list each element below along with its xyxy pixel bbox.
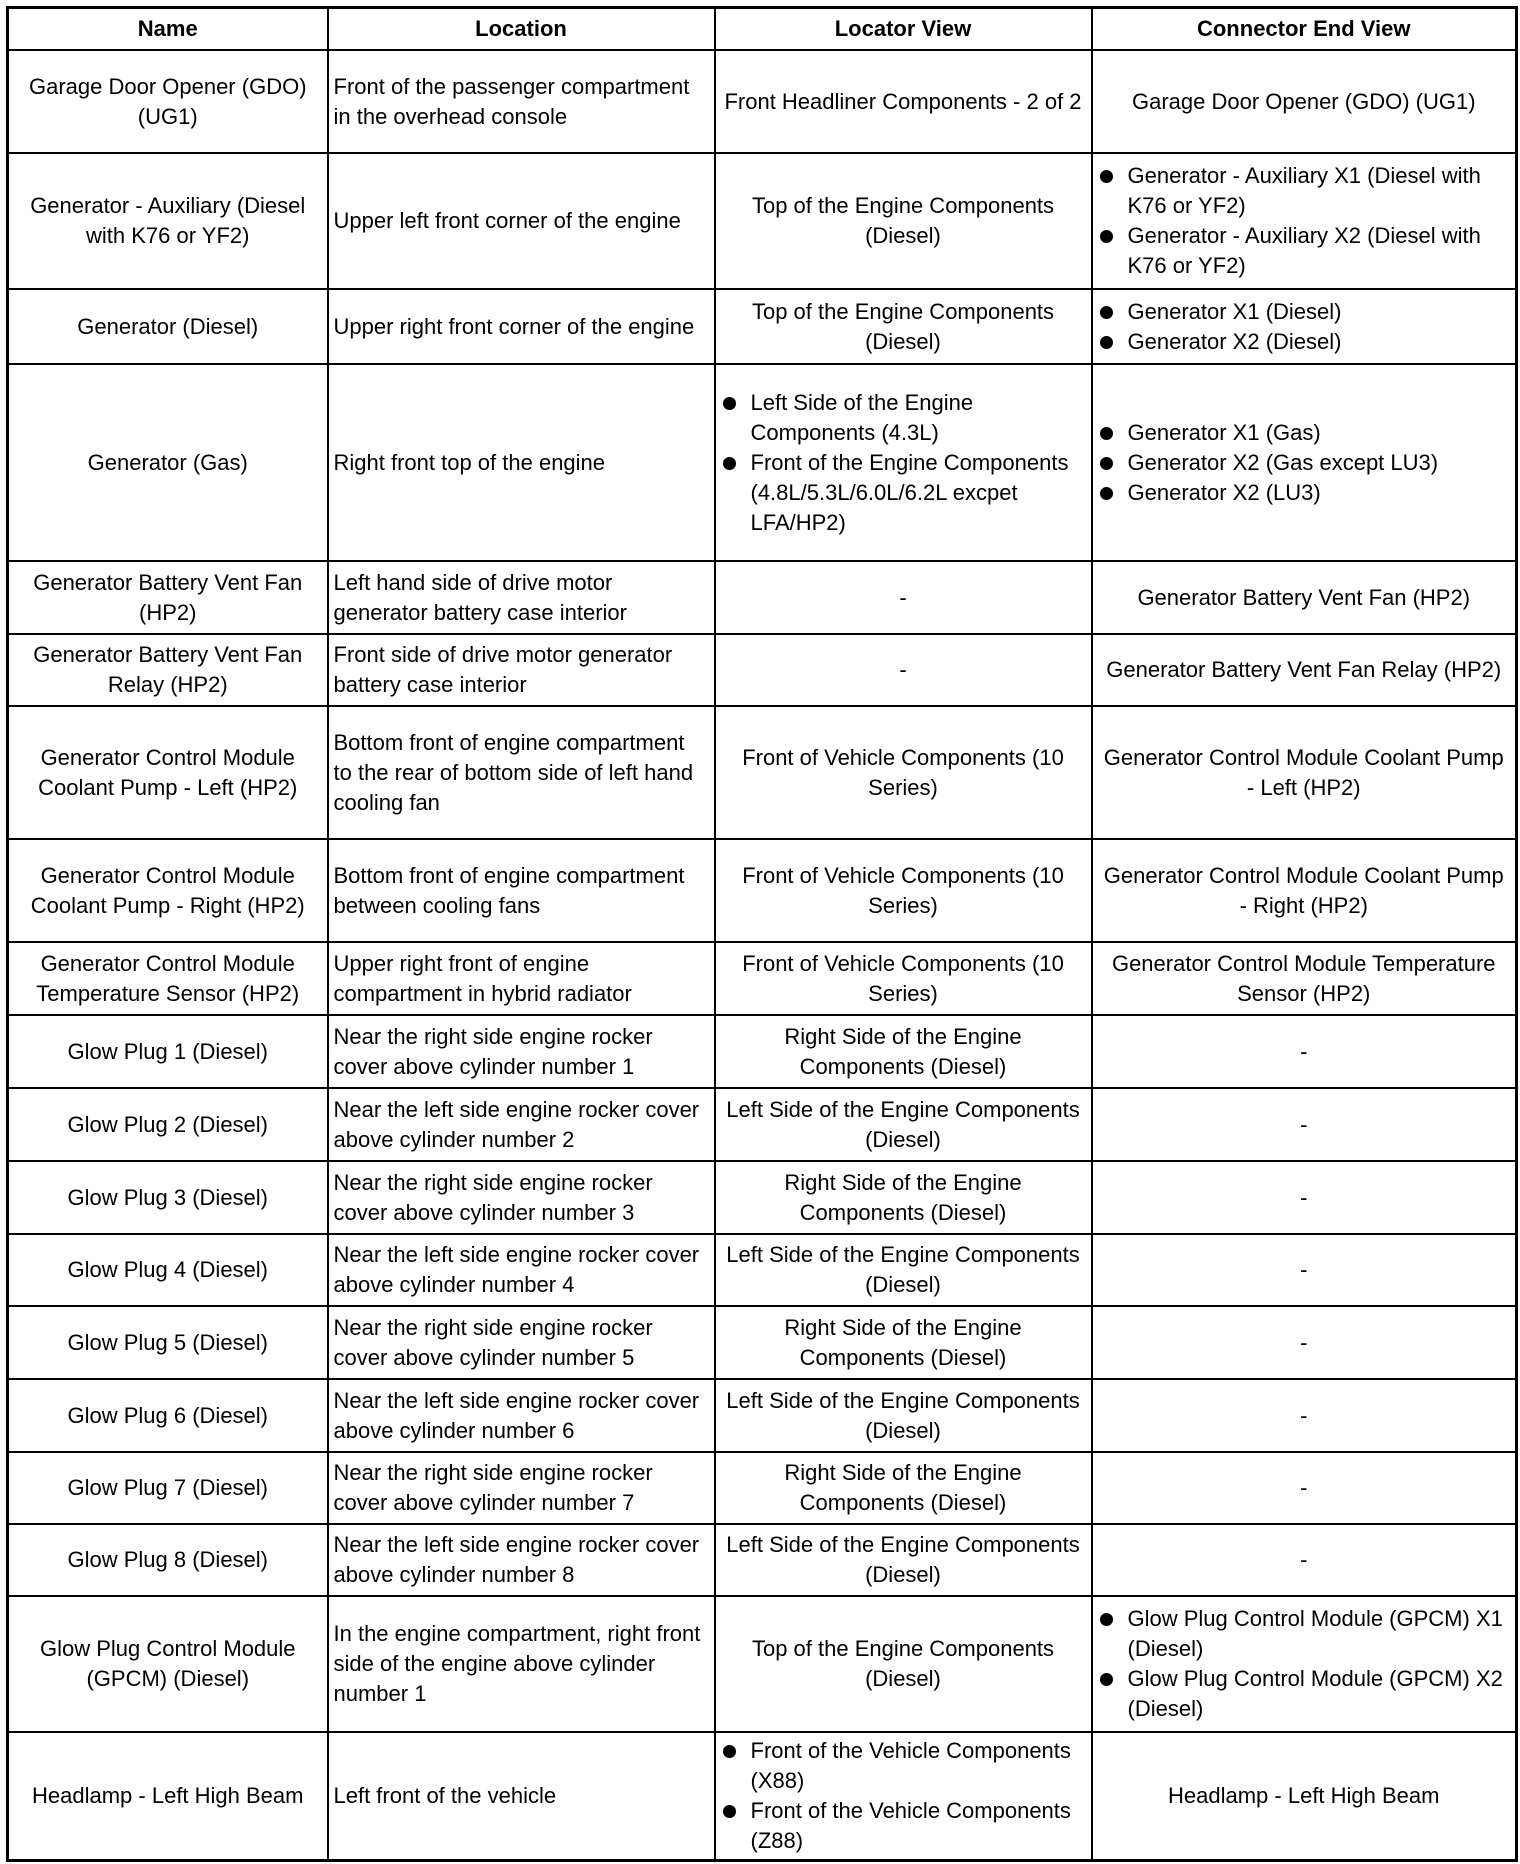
location-cell: Right front top of the engine [328,364,715,561]
name-cell: Glow Plug 8 (Diesel) [8,1524,328,1596]
name-cell: Glow Plug 7 (Diesel) [8,1452,328,1524]
locator-view-cell: - [715,634,1092,706]
location-cell: Near the right side engine rocker cover above cylinder number 5 [328,1306,715,1379]
name-cell: Generator Battery Vent Fan (HP2) [8,561,328,634]
name-cell: Generator Control Module Temperature Sensor (HP2) [8,942,328,1015]
location-cell: Near the right side engine rocker cover above cylinder number 3 [328,1161,715,1234]
header-connector-end-view: Connector End View [1092,8,1517,51]
location-cell: Near the left side engine rocker cover above cylinder number 8 [328,1524,715,1596]
locator-view-cell [715,364,1092,561]
location-cell: Near the left side engine rocker cover above cylinder number 4 [328,1234,715,1306]
location-cell: In the engine compartment, right front side of the engine above cylinder number 1 [328,1596,715,1732]
header-row [8,8,1517,51]
connector-end-view-cell: Generator Control Module Coolant Pump - Right (HP2) [1092,839,1517,942]
table-row [8,1088,1517,1161]
locator-view-cell: Top of the Engine Components (Diesel) [715,153,1092,289]
name-cell: Glow Plug 3 (Diesel) [8,1161,328,1234]
header-name: Name [8,8,328,51]
locator-view-cell: Left Side of the Engine Components (Diesel) [715,1379,1092,1452]
locator-view-cell: Right Side of the Engine Components (Diesel) [715,1452,1092,1524]
connector-end-view-cell: Generator Control Module Temperature Sensor (HP2) [1092,942,1517,1015]
name-cell: Generator - Auxiliary (Diesel with K76 or YF2) [8,153,328,289]
connector-end-view-cell: - [1092,1161,1517,1234]
location-cell: Near the right side engine rocker cover above cylinder number 1 [328,1015,715,1088]
connector-end-view-cell [1092,289,1517,364]
bullet-item: Glow Plug Control Module (GPCM) X2 (Diesel) [1128,1664,1511,1724]
table-row [8,1379,1517,1452]
connector-end-view-cell: - [1092,1452,1517,1524]
bullet-item: Generator X2 (Gas except LU3) [1128,448,1511,478]
table-row [8,364,1517,561]
location-cell: Upper left front corner of the engine [328,153,715,289]
connector-end-view-cell: - [1092,1015,1517,1088]
bullet-list [1098,161,1511,281]
table-row [8,1596,1517,1732]
locator-view-cell: Top of the Engine Components (Diesel) [715,1596,1092,1732]
table-row [8,561,1517,634]
locator-view-cell: Front Headliner Components - 2 of 2 [715,50,1092,153]
location-cell: Near the left side engine rocker cover above cylinder number 2 [328,1088,715,1161]
locator-view-cell: Left Side of the Engine Components (Diesel) [715,1234,1092,1306]
name-cell: Glow Plug 4 (Diesel) [8,1234,328,1306]
bullet-item: Generator - Auxiliary X2 (Diesel with K76 or YF2) [1128,221,1511,281]
name-cell: Glow Plug 2 (Diesel) [8,1088,328,1161]
connector-end-view-cell: - [1092,1234,1517,1306]
locator-view-cell: Right Side of the Engine Components (Diesel) [715,1015,1092,1088]
name-cell: Generator Control Module Coolant Pump - Left (HP2) [8,706,328,839]
header-locator-view: Locator View [715,8,1092,51]
name-cell: Generator Battery Vent Fan Relay (HP2) [8,634,328,706]
connector-end-view-cell [1092,153,1517,289]
bullet-item: Generator X1 (Diesel) [1128,297,1511,327]
bullet-list [1098,418,1511,508]
table-row [8,839,1517,942]
name-cell: Headlamp - Left High Beam [8,1732,328,1860]
table-row [8,153,1517,289]
bullet-item: Front of the Vehicle Components (X88) [751,1736,1086,1796]
location-cell: Front side of drive motor generator battery case interior [328,634,715,706]
location-cell: Bottom front of engine compartment to the rear of bottom side of left hand cooling fan [328,706,715,839]
location-cell: Left front of the vehicle [328,1732,715,1860]
table-row [8,1306,1517,1379]
table-row [8,1452,1517,1524]
table-row [8,1234,1517,1306]
locator-view-cell: Right Side of the Engine Components (Diesel) [715,1306,1092,1379]
location-cell: Front of the passenger compartment in the overhead console [328,50,715,153]
bullet-item: Generator X2 (Diesel) [1128,327,1511,357]
connector-end-view-cell: Generator Battery Vent Fan (HP2) [1092,561,1517,634]
name-cell: Garage Door Opener (GDO) (UG1) [8,50,328,153]
header-location: Location [328,8,715,51]
bullet-list [721,1736,1086,1856]
connector-end-view-cell: Headlamp - Left High Beam [1092,1732,1517,1860]
location-cell: Bottom front of engine compartment between cooling fans [328,839,715,942]
connector-end-view-cell: - [1092,1379,1517,1452]
locator-view-cell [715,1732,1092,1860]
bullet-list [721,388,1086,538]
bullet-item: Generator X2 (LU3) [1128,478,1511,508]
bullet-item: Generator X1 (Gas) [1128,418,1511,448]
table-row [8,1015,1517,1088]
locator-view-cell: Front of Vehicle Components (10 Series) [715,839,1092,942]
table-row [8,50,1517,153]
bullet-item: Front of the Engine Components (4.8L/5.3L/6.0L/6.2L excpet LFA/HP2) [751,448,1086,538]
bullet-list [1098,1604,1511,1724]
table-row [8,634,1517,706]
locator-view-cell: - [715,561,1092,634]
locator-view-cell: Left Side of the Engine Components (Diesel) [715,1524,1092,1596]
table-row [8,706,1517,839]
name-cell: Generator (Diesel) [8,289,328,364]
name-cell: Generator Control Module Coolant Pump - Right (HP2) [8,839,328,942]
locator-view-cell: Left Side of the Engine Components (Diesel) [715,1088,1092,1161]
bullet-item: Glow Plug Control Module (GPCM) X1 (Diesel) [1128,1604,1511,1664]
connector-end-view-cell: - [1092,1088,1517,1161]
table-row [8,1161,1517,1234]
name-cell: Glow Plug 5 (Diesel) [8,1306,328,1379]
bullet-item: Left Side of the Engine Components (4.3L) [751,388,1086,448]
location-cell: Near the left side engine rocker cover above cylinder number 6 [328,1379,715,1452]
name-cell: Glow Plug 6 (Diesel) [8,1379,328,1452]
name-cell: Glow Plug 1 (Diesel) [8,1015,328,1088]
locator-view-cell: Top of the Engine Components (Diesel) [715,289,1092,364]
name-cell: Generator (Gas) [8,364,328,561]
bullet-item: Generator - Auxiliary X1 (Diesel with K76 or YF2) [1128,161,1511,221]
component-locator-table [6,6,1518,1862]
location-cell: Upper right front of engine compartment in hybrid radiator [328,942,715,1015]
bullet-list [1098,297,1511,357]
table-row [8,942,1517,1015]
table-row [8,1732,1517,1860]
locator-view-cell: Front of Vehicle Components (10 Series) [715,942,1092,1015]
connector-end-view-cell: Generator Control Module Coolant Pump - Left (HP2) [1092,706,1517,839]
table-row [8,289,1517,364]
table-row [8,1524,1517,1596]
connector-end-view-cell: Generator Battery Vent Fan Relay (HP2) [1092,634,1517,706]
location-cell: Left hand side of drive motor generator battery case interior [328,561,715,634]
connector-end-view-cell [1092,364,1517,561]
name-cell: Glow Plug Control Module (GPCM) (Diesel) [8,1596,328,1732]
bullet-item: Front of the Vehicle Components (Z88) [751,1796,1086,1856]
location-cell: Near the right side engine rocker cover above cylinder number 7 [328,1452,715,1524]
locator-view-cell: Front of Vehicle Components (10 Series) [715,706,1092,839]
connector-end-view-cell [1092,1596,1517,1732]
connector-end-view-cell: Garage Door Opener (GDO) (UG1) [1092,50,1517,153]
locator-view-cell: Right Side of the Engine Components (Diesel) [715,1161,1092,1234]
location-cell: Upper right front corner of the engine [328,289,715,364]
connector-end-view-cell: - [1092,1524,1517,1596]
connector-end-view-cell: - [1092,1306,1517,1379]
